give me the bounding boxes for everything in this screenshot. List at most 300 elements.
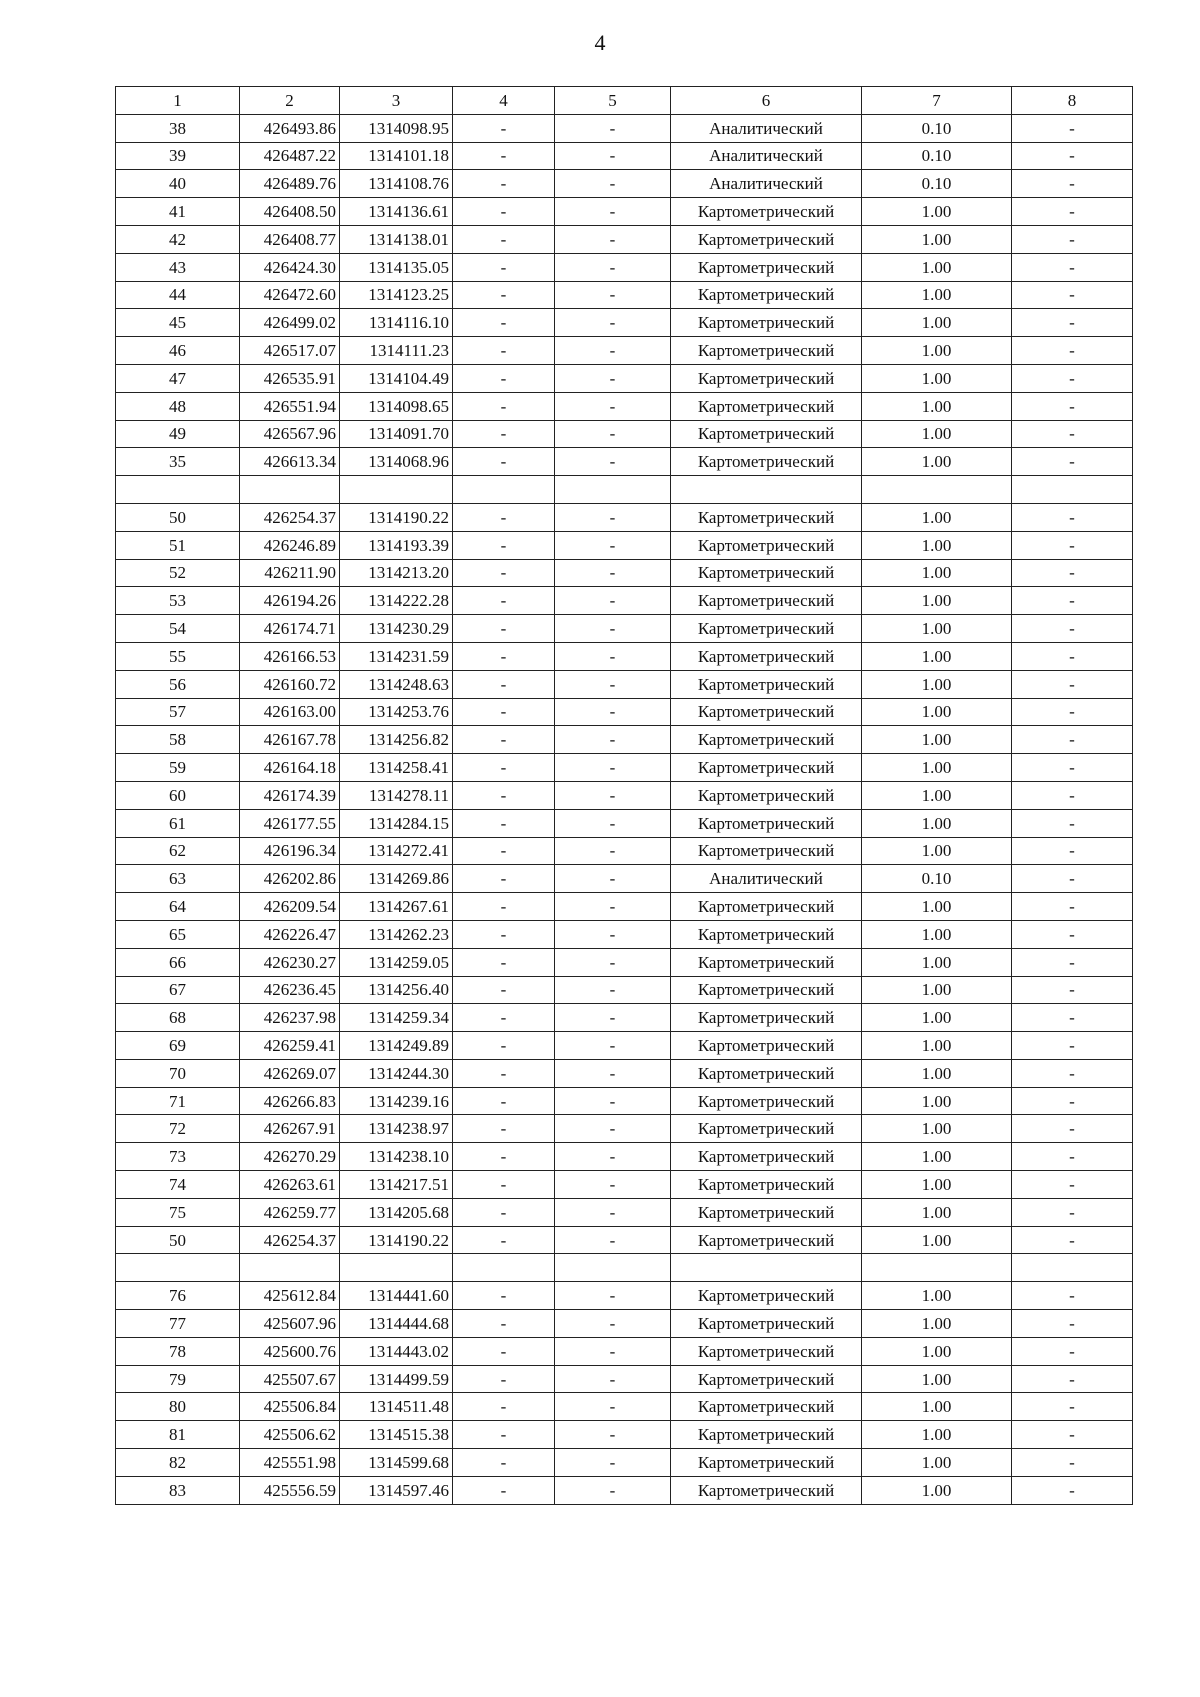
cell-col-4: - [453,1198,555,1226]
cell-col-5: - [555,170,671,198]
table-row [116,948,1133,976]
table-row [116,1143,1133,1171]
cell-method: Картометрический [671,893,862,921]
cell-y-coordinate: 1314138.01 [340,225,453,253]
cell-point-number: 71 [116,1087,240,1115]
cell-y-coordinate: 1314231.59 [340,642,453,670]
cell-point-number: 48 [116,392,240,420]
cell-col-4 [453,1254,555,1282]
table-body [116,114,1133,1504]
cell-accuracy: 1.00 [862,253,1012,281]
cell-point-number: 50 [116,503,240,531]
cell-col-5: - [555,1198,671,1226]
cell-y-coordinate: 1314135.05 [340,253,453,281]
cell-col-8: - [1012,281,1133,309]
cell-x-coordinate: 426237.98 [240,1004,340,1032]
cell-point-number: 59 [116,754,240,782]
cell-col-8: - [1012,1004,1133,1032]
cell-method: Картометрический [671,1421,862,1449]
cell-col-8: - [1012,1449,1133,1477]
table-row [116,698,1133,726]
cell-accuracy: 1.00 [862,281,1012,309]
table-row [116,1337,1133,1365]
cell-accuracy: 1.00 [862,948,1012,976]
cell-x-coordinate: 426493.86 [240,114,340,142]
cell-x-coordinate: 426263.61 [240,1171,340,1199]
cell-x-coordinate: 426408.50 [240,198,340,226]
cell-accuracy: 1.00 [862,448,1012,476]
cell-method: Картометрический [671,253,862,281]
cell-col-5: - [555,1115,671,1143]
cell-point-number: 41 [116,198,240,226]
cell-col-4: - [453,670,555,698]
cell-y-coordinate: 1314239.16 [340,1087,453,1115]
cell-col-5: - [555,1171,671,1199]
table-row [116,170,1133,198]
table-row [116,337,1133,365]
cell-point-number: 78 [116,1337,240,1365]
table-row [116,1004,1133,1032]
cell-col-4: - [453,698,555,726]
cell-col-5: - [555,670,671,698]
cell-method: Картометрический [671,1087,862,1115]
table-row [116,253,1133,281]
cell-col-8: - [1012,225,1133,253]
cell-y-coordinate: 1314111.23 [340,337,453,365]
cell-col-8: - [1012,1171,1133,1199]
cell-point-number: 81 [116,1421,240,1449]
cell-method: Картометрический [671,1310,862,1338]
cell-point-number: 83 [116,1476,240,1504]
cell-x-coordinate: 425507.67 [240,1365,340,1393]
cell-col-8: - [1012,253,1133,281]
cell-col-4: - [453,865,555,893]
table-row [116,893,1133,921]
cell-col-5: - [555,531,671,559]
cell-x-coordinate: 426424.30 [240,253,340,281]
cell-point-number: 55 [116,642,240,670]
cell-x-coordinate: 425600.76 [240,1337,340,1365]
cell-point-number: 68 [116,1004,240,1032]
cell-col-8: - [1012,1087,1133,1115]
cell-accuracy: 1.00 [862,1115,1012,1143]
cell-col-4: - [453,1087,555,1115]
cell-accuracy: 1.00 [862,1032,1012,1060]
cell-col-8: - [1012,809,1133,837]
cell-col-8: - [1012,448,1133,476]
cell-point-number: 38 [116,114,240,142]
table-row [116,587,1133,615]
cell-col-4: - [453,1171,555,1199]
cell-method: Картометрический [671,670,862,698]
cell-col-5: - [555,726,671,754]
cell-accuracy: 1.00 [862,392,1012,420]
cell-col-4: - [453,976,555,1004]
cell-col-5: - [555,1449,671,1477]
cell-x-coordinate: 426196.34 [240,837,340,865]
cell-accuracy: 1.00 [862,1143,1012,1171]
cell-col-8: - [1012,170,1133,198]
cell-col-5: - [555,1226,671,1254]
cell-point-number: 61 [116,809,240,837]
cell-accuracy: 1.00 [862,642,1012,670]
cell-y-coordinate: 1314098.65 [340,392,453,420]
cell-col-5: - [555,503,671,531]
cell-col-4: - [453,893,555,921]
cell-col-5: - [555,281,671,309]
cell-point-number: 50 [116,1226,240,1254]
table-row [116,559,1133,587]
cell-x-coordinate: 426194.26 [240,587,340,615]
cell-col-4: - [453,281,555,309]
cell-x-coordinate: 426613.34 [240,448,340,476]
cell-accuracy: 1.00 [862,1476,1012,1504]
cell-method: Картометрический [671,281,862,309]
cell-x-coordinate: 426472.60 [240,281,340,309]
cell-col-4: - [453,1449,555,1477]
cell-y-coordinate: 1314256.40 [340,976,453,1004]
cell-y-coordinate: 1314101.18 [340,142,453,170]
table-row [116,281,1133,309]
cell-method: Картометрический [671,948,862,976]
cell-accuracy: 1.00 [862,1365,1012,1393]
header-col-8: 8 [1012,87,1133,115]
cell-col-4: - [453,642,555,670]
cell-method: Картометрический [671,448,862,476]
cell-x-coordinate: 426259.77 [240,1198,340,1226]
table-header-row [116,87,1133,115]
cell-method: Картометрический [671,337,862,365]
cell-point-number [116,476,240,504]
cell-col-4: - [453,1115,555,1143]
cell-col-4: - [453,531,555,559]
cell-y-coordinate: 1314190.22 [340,503,453,531]
cell-col-8: - [1012,1310,1133,1338]
cell-x-coordinate: 426160.72 [240,670,340,698]
cell-col-8: - [1012,893,1133,921]
cell-x-coordinate: 426270.29 [240,1143,340,1171]
cell-method: Картометрический [671,559,862,587]
cell-method: Картометрический [671,1115,862,1143]
cell-col-8: - [1012,781,1133,809]
cell-col-8: - [1012,1365,1133,1393]
cell-y-coordinate: 1314253.76 [340,698,453,726]
cell-method: Картометрический [671,1059,862,1087]
cell-col-8: - [1012,865,1133,893]
cell-col-5 [555,1254,671,1282]
cell-accuracy: 1.00 [862,1087,1012,1115]
cell-point-number: 35 [116,448,240,476]
cell-col-8: - [1012,1421,1133,1449]
cell-col-5: - [555,448,671,476]
cell-x-coordinate: 426487.22 [240,142,340,170]
cell-point-number: 40 [116,170,240,198]
cell-x-coordinate: 426166.53 [240,642,340,670]
cell-method [671,1254,862,1282]
cell-accuracy: 1.00 [862,1282,1012,1310]
cell-y-coordinate: 1314259.05 [340,948,453,976]
cell-accuracy [862,1254,1012,1282]
cell-y-coordinate: 1314136.61 [340,198,453,226]
cell-x-coordinate [240,1254,340,1282]
table-row [116,642,1133,670]
cell-y-coordinate: 1314597.46 [340,1476,453,1504]
cell-col-8: - [1012,670,1133,698]
cell-point-number: 60 [116,781,240,809]
cell-point-number: 82 [116,1449,240,1477]
cell-y-coordinate: 1314499.59 [340,1365,453,1393]
cell-x-coordinate: 426163.00 [240,698,340,726]
cell-point-number: 77 [116,1310,240,1338]
cell-col-4: - [453,1365,555,1393]
cell-col-4: - [453,1310,555,1338]
cell-col-4: - [453,1143,555,1171]
coordinates-table [115,86,1133,1505]
cell-col-4: - [453,253,555,281]
cell-y-coordinate: 1314249.89 [340,1032,453,1060]
cell-col-4: - [453,364,555,392]
cell-point-number: 67 [116,976,240,1004]
table-row [116,114,1133,142]
cell-method: Картометрический [671,1143,862,1171]
cell-method: Аналитический [671,114,862,142]
cell-col-8: - [1012,420,1133,448]
cell-col-4: - [453,503,555,531]
cell-point-number: 56 [116,670,240,698]
cell-col-8 [1012,1254,1133,1282]
cell-col-5: - [555,1087,671,1115]
cell-point-number: 65 [116,920,240,948]
cell-method: Картометрический [671,1032,862,1060]
table-row [116,1282,1133,1310]
cell-col-8: - [1012,615,1133,643]
cell-method [671,476,862,504]
header-col-3: 3 [340,87,453,115]
cell-point-number [116,1254,240,1282]
cell-method: Картометрический [671,420,862,448]
cell-accuracy: 1.00 [862,559,1012,587]
cell-x-coordinate: 426177.55 [240,809,340,837]
table-row [116,1032,1133,1060]
cell-col-5: - [555,698,671,726]
cell-col-5: - [555,1059,671,1087]
cell-method: Картометрический [671,698,862,726]
table-row [116,837,1133,865]
cell-point-number: 44 [116,281,240,309]
cell-col-4: - [453,781,555,809]
cell-x-coordinate [240,476,340,504]
cell-accuracy: 0.10 [862,114,1012,142]
cell-col-5: - [555,920,671,948]
table-row [116,754,1133,782]
cell-y-coordinate: 1314262.23 [340,920,453,948]
cell-method: Картометрический [671,198,862,226]
table-row [116,1115,1133,1143]
cell-x-coordinate: 426236.45 [240,976,340,1004]
cell-col-4: - [453,142,555,170]
cell-col-8: - [1012,726,1133,754]
cell-accuracy: 1.00 [862,615,1012,643]
cell-col-5: - [555,615,671,643]
cell-y-coordinate: 1314205.68 [340,1198,453,1226]
cell-col-8: - [1012,114,1133,142]
cell-x-coordinate: 425506.62 [240,1421,340,1449]
table-row [116,1254,1133,1282]
cell-accuracy: 1.00 [862,920,1012,948]
cell-accuracy: 1.00 [862,1310,1012,1338]
header-col-2: 2 [240,87,340,115]
cell-method: Картометрический [671,642,862,670]
cell-accuracy: 1.00 [862,809,1012,837]
cell-accuracy: 1.00 [862,754,1012,782]
cell-method: Картометрический [671,1226,862,1254]
cell-y-coordinate: 1314443.02 [340,1337,453,1365]
table-row [116,1421,1133,1449]
cell-point-number: 39 [116,142,240,170]
cell-col-4: - [453,1004,555,1032]
cell-col-4: - [453,559,555,587]
cell-accuracy: 1.00 [862,1449,1012,1477]
cell-accuracy: 1.00 [862,1171,1012,1199]
cell-col-5: - [555,1310,671,1338]
cell-y-coordinate: 1314104.49 [340,364,453,392]
cell-y-coordinate: 1314108.76 [340,170,453,198]
cell-col-5: - [555,809,671,837]
cell-point-number: 62 [116,837,240,865]
cell-method: Картометрический [671,1004,862,1032]
cell-col-5: - [555,865,671,893]
table-row [116,1059,1133,1087]
cell-x-coordinate: 426269.07 [240,1059,340,1087]
cell-method: Картометрический [671,1449,862,1477]
cell-x-coordinate: 426499.02 [240,309,340,337]
cell-col-5: - [555,198,671,226]
cell-point-number: 80 [116,1393,240,1421]
cell-method: Картометрический [671,1171,862,1199]
cell-col-5: - [555,1393,671,1421]
table-row [116,615,1133,643]
cell-x-coordinate: 426489.76 [240,170,340,198]
cell-col-5: - [555,142,671,170]
cell-method: Картометрический [671,837,862,865]
table-row [116,809,1133,837]
cell-col-5: - [555,309,671,337]
cell-col-4: - [453,1059,555,1087]
cell-col-8: - [1012,1337,1133,1365]
cell-point-number: 49 [116,420,240,448]
cell-y-coordinate: 1314599.68 [340,1449,453,1477]
table-row [116,1449,1133,1477]
cell-y-coordinate: 1314248.63 [340,670,453,698]
cell-col-5: - [555,642,671,670]
cell-col-8: - [1012,392,1133,420]
cell-x-coordinate: 426202.86 [240,865,340,893]
cell-method: Картометрический [671,781,862,809]
cell-y-coordinate: 1314269.86 [340,865,453,893]
cell-method: Картометрический [671,1198,862,1226]
cell-col-8: - [1012,1393,1133,1421]
cell-col-5: - [555,1004,671,1032]
table-row [116,1087,1133,1115]
cell-col-4: - [453,392,555,420]
cell-point-number: 58 [116,726,240,754]
cell-col-5: - [555,1032,671,1060]
cell-point-number: 51 [116,531,240,559]
cell-y-coordinate: 1314217.51 [340,1171,453,1199]
table-row [116,420,1133,448]
cell-y-coordinate: 1314190.22 [340,1226,453,1254]
page-number: 4 [594,30,606,55]
cell-col-8: - [1012,920,1133,948]
cell-col-8: - [1012,1059,1133,1087]
cell-y-coordinate: 1314230.29 [340,615,453,643]
cell-method: Картометрический [671,503,862,531]
cell-col-4: - [453,809,555,837]
cell-col-8: - [1012,1282,1133,1310]
cell-accuracy: 1.00 [862,726,1012,754]
cell-x-coordinate: 426174.39 [240,781,340,809]
cell-point-number: 79 [116,1365,240,1393]
cell-col-4: - [453,920,555,948]
cell-col-5: - [555,1337,671,1365]
cell-col-4: - [453,587,555,615]
cell-col-8: - [1012,559,1133,587]
cell-accuracy: 1.00 [862,1337,1012,1365]
cell-method: Картометрический [671,225,862,253]
table-row [116,781,1133,809]
cell-col-5 [555,476,671,504]
cell-point-number: 42 [116,225,240,253]
cell-col-8: - [1012,1032,1133,1060]
cell-col-4: - [453,754,555,782]
cell-accuracy: 1.00 [862,420,1012,448]
cell-col-8: - [1012,976,1133,1004]
cell-x-coordinate: 425556.59 [240,1476,340,1504]
cell-y-coordinate [340,1254,453,1282]
cell-accuracy: 1.00 [862,364,1012,392]
table-row [116,1365,1133,1393]
cell-method: Аналитический [671,170,862,198]
cell-col-8: - [1012,503,1133,531]
cell-method: Картометрический [671,1337,862,1365]
cell-accuracy: 1.00 [862,1226,1012,1254]
cell-x-coordinate: 425551.98 [240,1449,340,1477]
cell-col-8: - [1012,364,1133,392]
cell-method: Картометрический [671,1476,862,1504]
cell-method: Картометрический [671,392,862,420]
cell-point-number: 70 [116,1059,240,1087]
cell-point-number: 74 [116,1171,240,1199]
cell-y-coordinate: 1314278.11 [340,781,453,809]
cell-x-coordinate: 426167.78 [240,726,340,754]
table-row [116,1393,1133,1421]
cell-col-5: - [555,364,671,392]
cell-col-5: - [555,1282,671,1310]
cell-col-5: - [555,114,671,142]
cell-col-5: - [555,253,671,281]
cell-col-8: - [1012,1115,1133,1143]
table-row [116,142,1133,170]
cell-x-coordinate: 426211.90 [240,559,340,587]
cell-accuracy: 1.00 [862,337,1012,365]
cell-y-coordinate: 1314098.95 [340,114,453,142]
cell-col-8: - [1012,754,1133,782]
cell-accuracy: 1.00 [862,587,1012,615]
header-col-5: 5 [555,87,671,115]
cell-col-8: - [1012,1198,1133,1226]
table-row [116,503,1133,531]
cell-point-number: 46 [116,337,240,365]
